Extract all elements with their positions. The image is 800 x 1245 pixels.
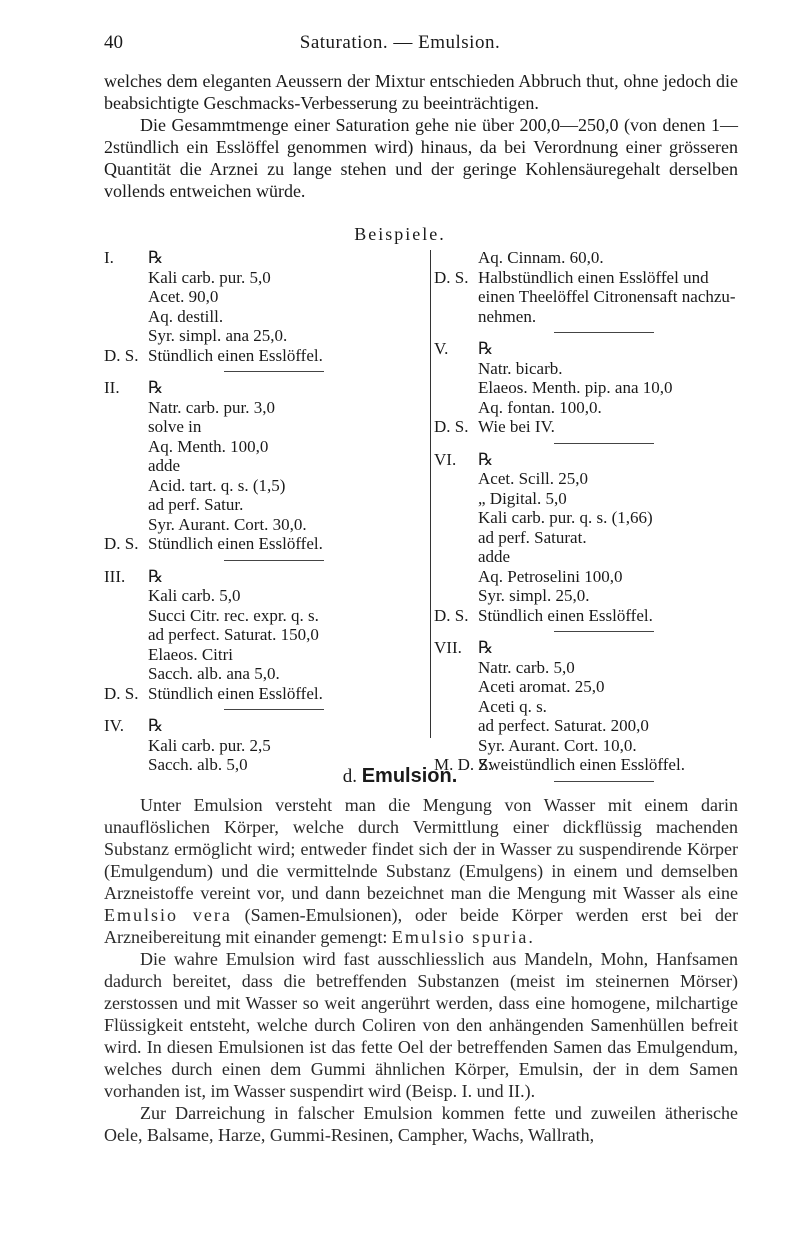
recipe-line bbox=[104, 515, 424, 535]
recipe-text: ℞ bbox=[148, 566, 164, 586]
running-header bbox=[0, 32, 800, 58]
recipe-text: Succi Citr. rec. expr. q. s. bbox=[148, 605, 319, 625]
recipe-line bbox=[104, 476, 424, 496]
recipe-text: Stündlich einen Esslöffel. bbox=[148, 683, 323, 703]
recipe-text: Aceti aromat. 25,0 bbox=[478, 677, 605, 696]
recipe-text: ad perf. Saturat. bbox=[478, 527, 587, 547]
recipe-text: Sacch. alb. 5,0 bbox=[148, 755, 248, 774]
recipe-line bbox=[104, 534, 424, 554]
recipe-text: Kali carb. 5,0 bbox=[148, 586, 241, 605]
recipe-line bbox=[104, 625, 424, 645]
recipe-line bbox=[104, 287, 424, 307]
recipe-line bbox=[434, 248, 744, 268]
recipe-line bbox=[434, 417, 744, 437]
body-paragraph: Zur Darreichung in falscher Emulsion kommen fette und zuweilen ätherische Oele, Balsame, Harze, Gummi-Resinen, Campher, Wachs, Wallrath, bbox=[104, 1103, 738, 1145]
recipe-line bbox=[434, 489, 744, 509]
recipe-line bbox=[104, 664, 424, 684]
recipe-text: ℞ bbox=[148, 378, 164, 397]
recipe-text: ad perfect. Saturat. 150,0 bbox=[148, 625, 319, 644]
recipe-text: Halbstündlich einen Esslöffel und bbox=[478, 267, 709, 287]
recipe-text: Acet. Scill. 25,0 bbox=[478, 469, 589, 488]
running-title: Saturation. — Emulsion. bbox=[299, 32, 501, 53]
recipe-text: einen Theelöffel Citronensaft nachzu- bbox=[478, 287, 736, 306]
recipe-text: ℞ bbox=[478, 339, 494, 358]
recipe-line bbox=[104, 736, 424, 756]
recipe-label: II. bbox=[104, 378, 120, 397]
recipe-text: Kali carb. pur. q. s. (1,66) bbox=[478, 508, 653, 527]
recipe-line bbox=[434, 307, 744, 327]
recipe-text: nehmen. bbox=[478, 306, 537, 326]
intro-text bbox=[104, 70, 738, 202]
recipe-label: D. S. bbox=[434, 417, 469, 436]
recipe-label: V. bbox=[434, 339, 449, 358]
recipe-line bbox=[104, 268, 424, 288]
recipe-text: ad perfect. Saturat. 200,0 bbox=[478, 716, 649, 735]
recipe-text: Stündlich einen Esslöffel. bbox=[148, 345, 323, 365]
recipe-text: „ Digital. 5,0 bbox=[478, 488, 567, 508]
recipe-text: solve in bbox=[148, 417, 202, 436]
recipe-text: Acid. tart. q. s. (1,5) bbox=[148, 475, 286, 495]
recipe-line bbox=[434, 638, 744, 658]
recipe-line bbox=[104, 586, 424, 606]
recipe-text: Wie bei IV. bbox=[478, 417, 555, 436]
recipe-line bbox=[434, 697, 744, 717]
recipe-line bbox=[104, 567, 424, 587]
body-paragraph: Die wahre Emulsion wird fast ausschliesslich aus Mandeln, Mohn, Hanfsamen dadurch bereitet, dass die betreffenden Substanzen (meist im steinernen Mörser) zerstossen und mit Wasser so weit angerührt werden, dass eine homogene, milchartige Flüssigkeit entsteht, welche durch Coliren von den anhängenden Samenhüllen befreit wird. In diesen Emulsionen ist das fette Oel der betreffenden Samen das Emulgendum, welches durch einen dem Gummi ähnlichen Körper, Emulsin, der in dem Samen vorhanden ist, im Wasser suspendirt wird (Beisp. I. und II.). bbox=[104, 949, 738, 1101]
recipe-text: Aq. destill. bbox=[148, 306, 224, 326]
recipe-line bbox=[104, 307, 424, 327]
recipe-text: adde bbox=[478, 547, 511, 566]
recipe-line bbox=[434, 658, 744, 678]
body-text: (Samen-Emulsionen), oder beide Körper werden erst bei der Arzneibereitung mit einander gemengt: bbox=[104, 905, 738, 947]
recipe-text: ℞ bbox=[478, 449, 494, 469]
intro-paragraph: Die Gesammtmenge einer Saturation gehe nie über 200,0—250,0 (von denen 1—2stündlich ein Esslöffel genommen wird) hinaus, da bei Verordnung einer grösseren Quantität die Arznei zu lange stehen und der geringe Kohlensäuregehalt derselben vollends entweichen würde. bbox=[104, 115, 738, 201]
section-heading bbox=[0, 765, 800, 788]
section-title: Emulsion. bbox=[361, 765, 458, 787]
recipe-text: Elaeos. Citri bbox=[148, 644, 233, 664]
recipe-text: Kali carb. pur. 2,5 bbox=[148, 735, 271, 755]
recipe-line bbox=[104, 248, 424, 268]
recipe-line bbox=[434, 378, 744, 398]
recipe-separator bbox=[554, 631, 654, 632]
recipe-line bbox=[434, 469, 744, 489]
term-emulsio-spuria: Emulsio spuria bbox=[391, 927, 529, 947]
section-letter: d. bbox=[342, 766, 357, 787]
term-emulsio-vera: Emulsio vera bbox=[104, 905, 232, 925]
recipe-separator bbox=[554, 332, 654, 333]
recipe-separator bbox=[224, 371, 324, 372]
recipe-line bbox=[434, 339, 744, 359]
recipe-text: Aq. Cinnam. 60,0. bbox=[478, 248, 604, 267]
recipe-line bbox=[434, 677, 744, 697]
recipe-text: ℞ bbox=[148, 716, 164, 735]
recipe-text: Syr. Aurant. Cort. 30,0. bbox=[148, 514, 307, 534]
recipe-label: VI. bbox=[434, 449, 457, 469]
recipe-line bbox=[104, 495, 424, 515]
recipe-label: VII. bbox=[434, 638, 462, 657]
recipe-line bbox=[104, 437, 424, 457]
recipe-line bbox=[434, 268, 744, 288]
intro-paragraph-continued: welches dem eleganten Aeussern der Mixtur entschieden Abbruch thut, ohne jedoch die beabsichtigte Geschmacks-Verbesserung zu beeinträchtigen. bbox=[104, 71, 738, 113]
recipe-text: Stündlich einen Esslöffel. bbox=[148, 534, 323, 553]
recipe-text: Natr. carb. 5,0 bbox=[478, 657, 575, 677]
recipe-text: adde bbox=[148, 456, 181, 475]
recipe-label: D. S. bbox=[104, 683, 139, 703]
recipe-label: M. D. S. bbox=[434, 755, 493, 774]
recipe-text: ad perf. Satur. bbox=[148, 495, 244, 514]
recipe-label: III. bbox=[104, 566, 126, 586]
examples-heading: Beispiele. bbox=[354, 224, 446, 244]
recipe-line bbox=[104, 606, 424, 626]
recipes-right-column bbox=[434, 248, 744, 788]
recipe-line bbox=[104, 456, 424, 476]
recipe-line bbox=[104, 417, 424, 437]
recipe-label: D. S. bbox=[104, 534, 139, 553]
recipe-label: IV. bbox=[104, 716, 124, 735]
recipe-separator bbox=[554, 443, 654, 444]
recipe-label: I. bbox=[104, 248, 114, 267]
recipe-label: D. S. bbox=[434, 605, 469, 625]
recipe-line bbox=[434, 450, 744, 470]
recipe-label: D. S. bbox=[104, 345, 139, 365]
recipe-text: Sacch. alb. ana 5,0. bbox=[148, 664, 280, 683]
recipe-text: Aq. fontan. 100,0. bbox=[478, 397, 602, 417]
recipe-line bbox=[434, 586, 744, 606]
recipes-left-column bbox=[104, 248, 424, 775]
recipe-line bbox=[434, 716, 744, 736]
recipe-text: Kali carb. pur. 5,0 bbox=[148, 267, 271, 287]
recipe-text: Acet. 90,0 bbox=[148, 287, 219, 306]
recipe-line bbox=[434, 606, 744, 626]
recipe-line bbox=[434, 287, 744, 307]
recipe-text: Syr. simpl. ana 25,0. bbox=[148, 326, 288, 345]
body-text: Unter Emulsion versteht man die Mengung von Wasser mit einem darin unauflöslichen Körper, welche durch Vermittlung einer dickflüssig machenden Substanz ermöglicht wird; entweder findet sich der in Wasser zu suspendirende Körper (Emulgendum) und die vermittelnde Substanz (Emulgens) in einem und demselben Arzneistoffe vereint vor, und dann bezeichnet man die Mengung mit Wasser als eine bbox=[104, 795, 738, 903]
recipe-text: Aq. Petroselini 100,0 bbox=[478, 566, 623, 586]
recipe-text: Natr. carb. pur. 3,0 bbox=[148, 397, 275, 417]
recipe-text: Natr. bicarb. bbox=[478, 358, 563, 378]
recipe-text: ℞ bbox=[148, 248, 164, 267]
recipe-line bbox=[434, 398, 744, 418]
recipe-line bbox=[104, 378, 424, 398]
recipe-label: D. S. bbox=[434, 267, 469, 287]
recipe-text: Zweistündlich einen Esslöffel. bbox=[478, 755, 685, 774]
recipe-text: Syr. simpl. 25,0. bbox=[478, 586, 590, 605]
column-divider bbox=[430, 250, 431, 738]
recipe-line bbox=[104, 684, 424, 704]
recipe-text: Aceti q. s. bbox=[478, 696, 547, 716]
recipe-line bbox=[104, 346, 424, 366]
recipe-text: Elaeos. Menth. pip. ana 10,0 bbox=[478, 378, 673, 397]
section-body bbox=[104, 794, 738, 1146]
recipe-line bbox=[434, 528, 744, 548]
recipe-line bbox=[434, 736, 744, 756]
body-paragraph bbox=[104, 794, 738, 948]
recipe-separator bbox=[224, 560, 324, 561]
recipe-line bbox=[434, 547, 744, 567]
recipe-line bbox=[104, 645, 424, 665]
body-text: . bbox=[528, 927, 533, 947]
recipe-text: Aq. Menth. 100,0 bbox=[148, 436, 269, 456]
recipe-line bbox=[434, 508, 744, 528]
recipe-text: Syr. Aurant. Cort. 10,0. bbox=[478, 735, 637, 755]
recipe-line bbox=[104, 398, 424, 418]
recipe-line bbox=[434, 359, 744, 379]
recipe-line bbox=[104, 716, 424, 736]
recipe-text: Stündlich einen Esslöffel. bbox=[478, 605, 653, 625]
recipe-line bbox=[104, 326, 424, 346]
recipe-line bbox=[434, 567, 744, 587]
recipe-separator bbox=[224, 709, 324, 710]
recipe-text: ℞ bbox=[478, 638, 494, 657]
page-number: 40 bbox=[104, 32, 123, 53]
